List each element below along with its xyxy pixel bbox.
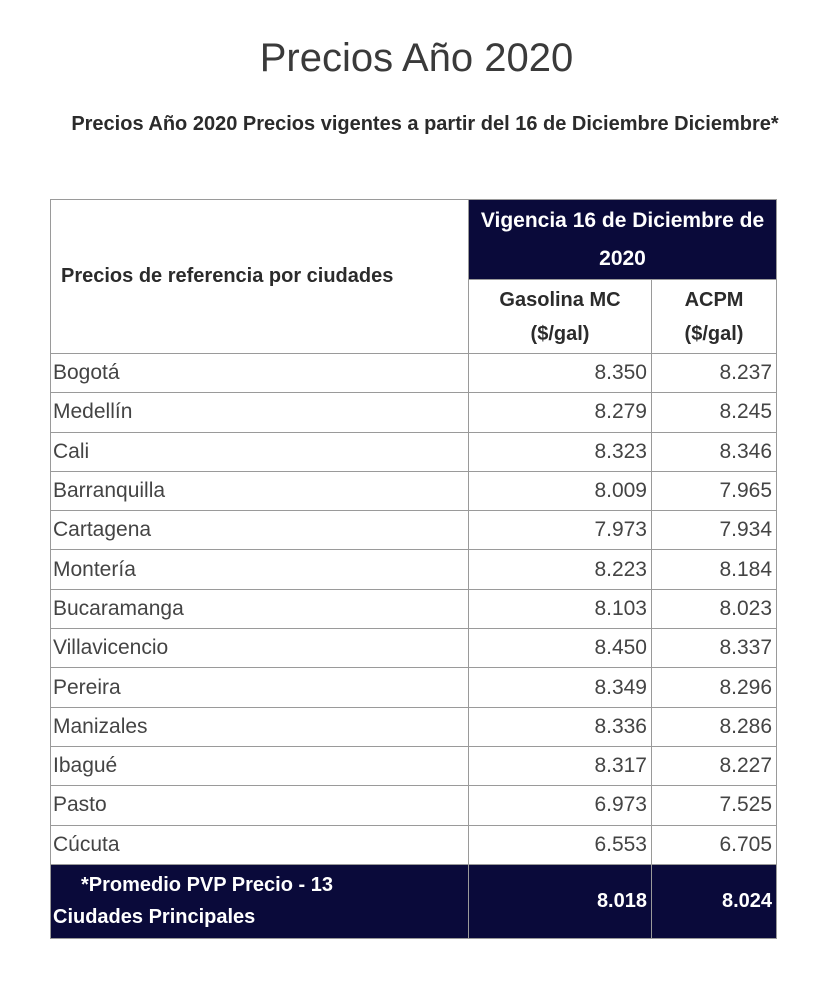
acpm-price: 8.227 xyxy=(652,746,777,785)
city-name: Montería xyxy=(51,550,469,589)
table-row xyxy=(51,825,777,864)
gasolina-column-header: Gasolina MC ($/gal) xyxy=(469,280,652,354)
average-row xyxy=(51,864,777,938)
gasolina-price: 6.553 xyxy=(469,825,652,864)
table-body xyxy=(51,354,777,865)
table-row xyxy=(51,393,777,432)
reference-header: Precios de referencia por ciudades xyxy=(51,200,469,354)
gasolina-price: 8.450 xyxy=(469,629,652,668)
average-label xyxy=(51,864,469,938)
acpm-price: 7.934 xyxy=(652,511,777,550)
average-label-line2: Ciudades Principales xyxy=(53,906,256,929)
average-label-line1: *Promedio PVP Precio - 13 xyxy=(81,874,333,897)
gasolina-price: 6.973 xyxy=(469,786,652,825)
acpm-price: 8.245 xyxy=(652,393,777,432)
table-row xyxy=(51,707,777,746)
gasolina-price: 8.279 xyxy=(469,393,652,432)
acpm-price: 8.296 xyxy=(652,668,777,707)
gasolina-price: 8.336 xyxy=(469,707,652,746)
gasolina-price: 8.349 xyxy=(469,668,652,707)
acpm-price: 7.525 xyxy=(652,786,777,825)
city-name: Ibagué xyxy=(51,746,469,785)
city-name: Pereira xyxy=(51,668,469,707)
acpm-price: 8.337 xyxy=(652,629,777,668)
vigencia-header: Vigencia 16 de Diciembre de 2020 xyxy=(469,200,777,280)
acpm-price: 8.023 xyxy=(652,589,777,628)
city-name: Villavicencio xyxy=(51,629,469,668)
table-row xyxy=(51,550,777,589)
table-row xyxy=(51,511,777,550)
city-name: Cartagena xyxy=(51,511,469,550)
acpm-price: 7.965 xyxy=(652,471,777,510)
city-name: Cúcuta xyxy=(51,825,469,864)
average-gasolina: 8.018 xyxy=(469,864,652,938)
gasolina-price: 8.350 xyxy=(469,354,652,393)
page-title: Precios Año 2020 xyxy=(259,36,574,80)
acpm-price: 8.237 xyxy=(652,354,777,393)
table-row xyxy=(51,354,777,393)
table-row xyxy=(51,746,777,785)
gasolina-price: 8.223 xyxy=(469,550,652,589)
city-name: Cali xyxy=(51,432,469,471)
acpm-price: 8.346 xyxy=(652,432,777,471)
city-name: Manizales xyxy=(51,707,469,746)
acpm-price: 6.705 xyxy=(652,825,777,864)
acpm-column-header: ACPM ($/gal) xyxy=(652,280,777,354)
price-table xyxy=(50,199,777,939)
table-row xyxy=(51,786,777,825)
acpm-price: 8.286 xyxy=(652,707,777,746)
gasolina-price: 7.973 xyxy=(469,511,652,550)
city-name: Bogotá xyxy=(51,354,469,393)
gasolina-price: 8.009 xyxy=(469,471,652,510)
average-acpm: 8.024 xyxy=(652,864,777,938)
table-row xyxy=(51,629,777,668)
acpm-price: 8.184 xyxy=(652,550,777,589)
city-name: Medellín xyxy=(51,393,469,432)
table-row xyxy=(51,589,777,628)
table-row xyxy=(51,668,777,707)
city-name: Pasto xyxy=(51,786,469,825)
city-name: Barranquilla xyxy=(51,471,469,510)
gasolina-price: 8.323 xyxy=(469,432,652,471)
table-row xyxy=(51,432,777,471)
gasolina-price: 8.103 xyxy=(469,589,652,628)
page-subtitle: Precios Año 2020 Precios vigentes a partir del 16 de Diciembre Diciembre* xyxy=(71,113,779,135)
gasolina-price: 8.317 xyxy=(469,746,652,785)
table-row xyxy=(51,471,777,510)
city-name: Bucaramanga xyxy=(51,589,469,628)
